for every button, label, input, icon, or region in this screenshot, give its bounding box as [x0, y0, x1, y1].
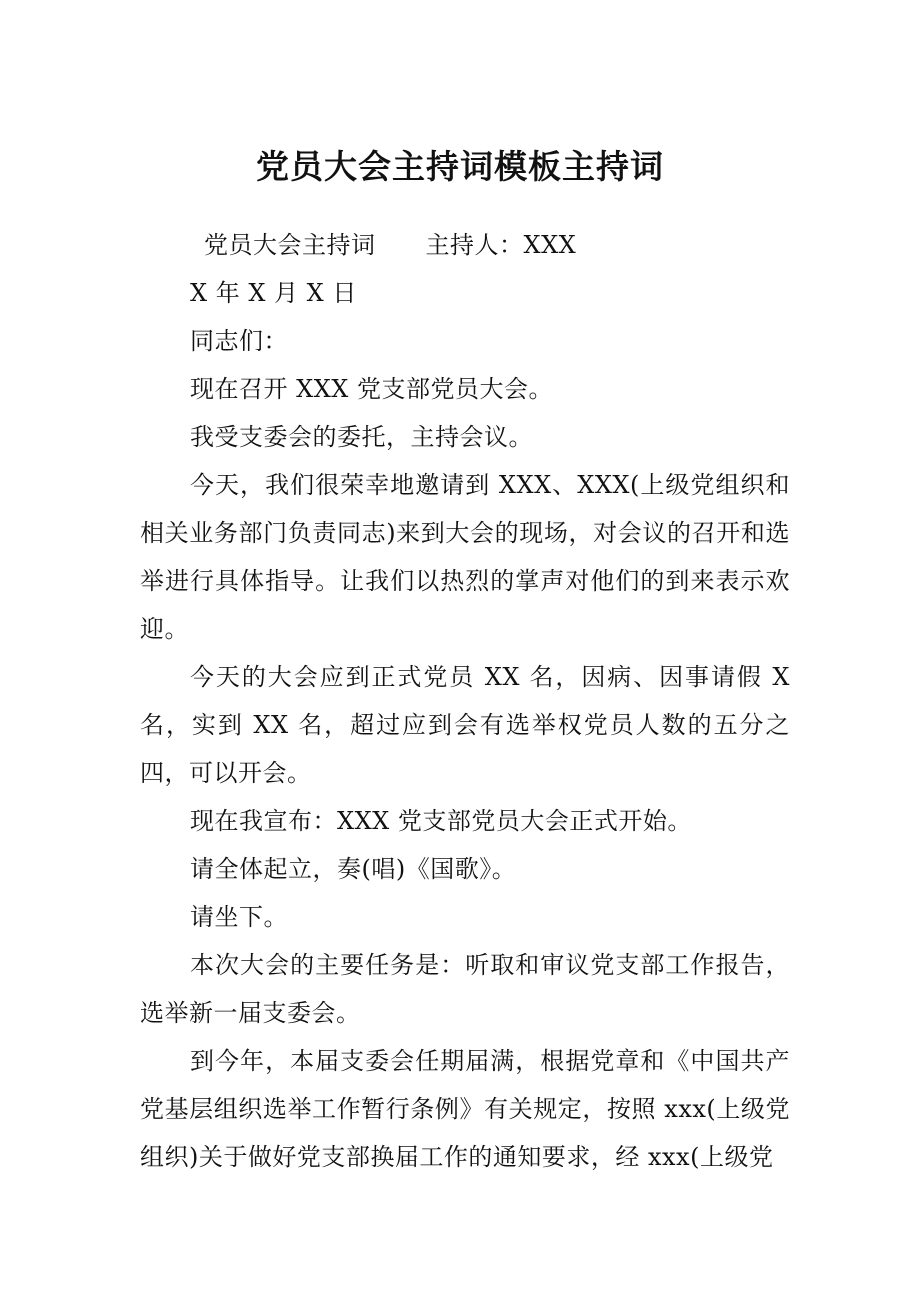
paragraph: 今天，我们很荣幸地邀请到 XXX、XXX(上级党组织和相关业务部门负责同志)来到大会的现场，对会议的召开和选举进行具体指导。让我们以热烈的掌声对他们的到来表示欢迎。: [140, 471, 790, 643]
date-line: X 年 X 月 X 日: [190, 279, 357, 307]
host-line: [140, 221, 790, 269]
paragraph: 到今年，本届支委会任期届满，根据党章和《中国共产党基层组织选举工作暂行条例》有关规定，按照 xxx(上级党组织)关于做好党支部换届工作的通知要求，经 xxx(上级党: [140, 1047, 790, 1171]
document-title: 党员大会主持词模板主持词: [256, 147, 664, 186]
paragraph: 请坐下。: [190, 903, 288, 931]
paragraph: 请全体起立，奏(唱)《国歌》。: [190, 855, 517, 883]
paragraph: 本次大会的主要任务是：听取和审议党支部工作报告，选举新一届支委会。: [140, 951, 790, 1027]
speech-name: 党员大会主持词: [204, 231, 376, 259]
document-body: [140, 221, 790, 1181]
host-name: 主持人：XXX: [425, 231, 577, 259]
paragraph: 今天的大会应到正式党员 XX 名，因病、因事请假 X 名，实到 XX 名，超过应到会有选举权党员人数的五分之四，可以开会。: [140, 663, 790, 787]
paragraph: 现在召开 XXX 党支部党员大会。: [190, 375, 554, 403]
paragraph: 我受支委会的委托，主持会议。: [190, 423, 533, 451]
salutation: 同志们：: [190, 327, 288, 355]
paragraph: 现在我宣布：XXX 党支部党员大会正式开始。: [190, 807, 692, 835]
